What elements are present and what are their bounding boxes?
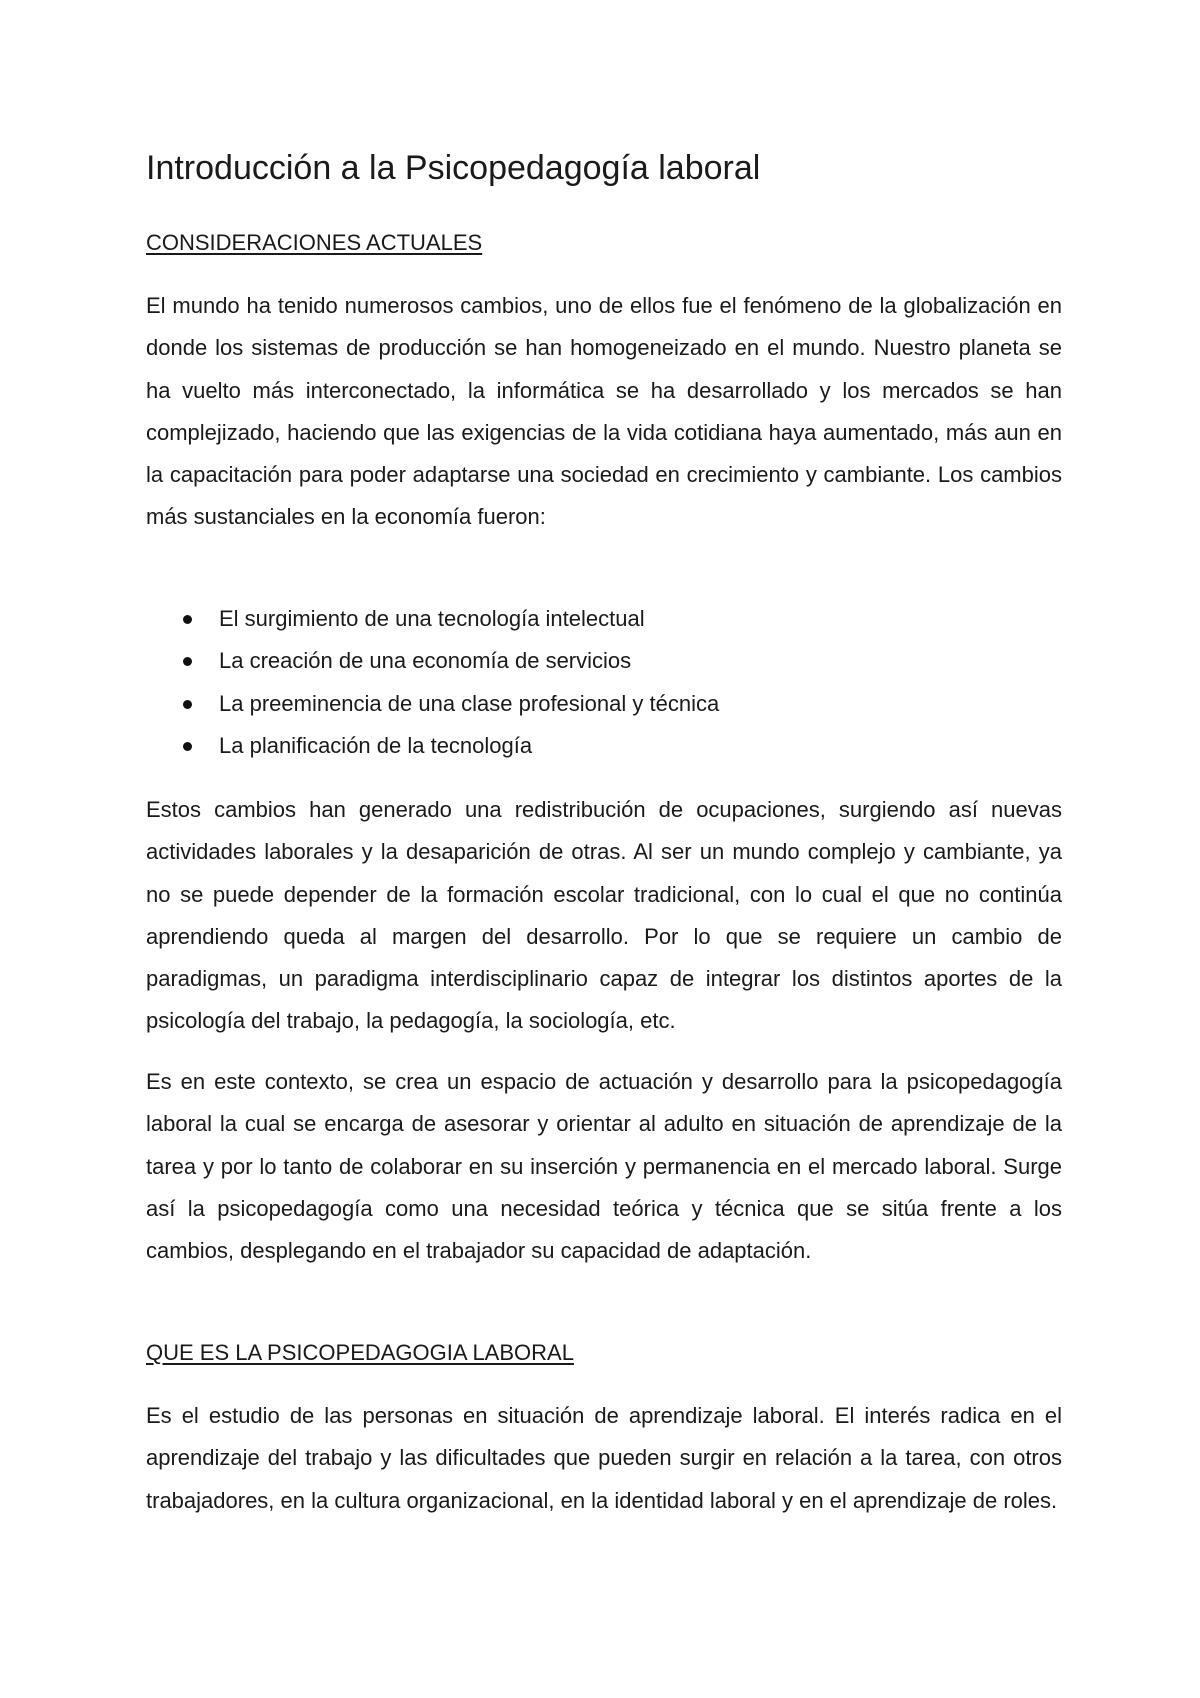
document-title: Introducción a la Psicopedagogía laboral [146, 149, 761, 187]
list-item-text: La creación de una economía de servicios [219, 648, 632, 674]
list-item-text: El surgimiento de una tecnología intelectual [219, 606, 645, 631]
list-item [146, 640, 1062, 682]
list-item [146, 683, 1062, 725]
bullet-icon [183, 700, 192, 709]
list-item [146, 598, 1062, 640]
paragraph-changes: Estos cambios han generado una redistribución de ocupaciones, surgiendo así nuevas actividades laborales y la desaparición de otras. Al ser un mundo complejo y cambiante, ya no se puede depender de la formación escolar tradicional, con lo cual el que no continúa aprendiendo queda al margen del desarrollo. Por lo que se requiere un cambio de paradigmas, un paradigma interdisciplinario capaz de integrar los distintos aportes de la psicología del trabajo, la pedagogía, la sociología, etc. [146, 797, 1062, 1034]
list-item [146, 725, 1062, 767]
paragraph-intro: El mundo ha tenido numerosos cambios, uno de ellos fue el fenómeno de la globalización en donde los sistemas de producción se han homogeneizado en el mundo. Nuestro planeta se ha vuelto más interconectado, la informática se ha desarrollado y los mercados se han complejizado, haciendo que las exigencias de la vida cotidiana haya aumentado, más aun en la capacitación para poder adaptarse una sociedad en crecimiento y cambiante. Los cambios más sustanciales en la economía fueron: [146, 293, 1062, 530]
paragraph-definition: Es el estudio de las personas en situación de aprendizaje laboral. El interés radica en el aprendizaje del trabajo y las dificultades que pueden surgir en relación a la tarea, con otros trabajadores, en la cultura organizacional, en la identidad laboral y en el aprendizaje de roles. [146, 1403, 1062, 1513]
bullet-icon [183, 615, 192, 624]
list-item-text: La preeminencia de una clase profesional y técnica [219, 690, 720, 716]
section-heading-que-es: QUE ES LA PSICOPEDAGOGIA LABORAL [146, 1340, 574, 1365]
bullet-icon [183, 742, 192, 751]
list-item-text: La planificación de la tecnología [219, 732, 533, 758]
bullet-icon [183, 657, 192, 666]
paragraph-context: Es en este contexto, se crea un espacio de actuación y desarrollo para la psicopedagogía laboral la cual se encarga de asesorar y orientar al adulto en situación de aprendizaje de la tarea y por lo tanto de colaborar en su inserción y permanencia en el mercado laboral. Surge así la psicopedagogía como una necesidad teórica y técnica que se sitúa frente a los cambios, desplegando en el trabajador su capacidad de adaptación. [146, 1069, 1062, 1264]
section-heading-consideraciones: CONSIDERACIONES ACTUALES [146, 230, 483, 255]
bullet-list [146, 598, 1062, 767]
